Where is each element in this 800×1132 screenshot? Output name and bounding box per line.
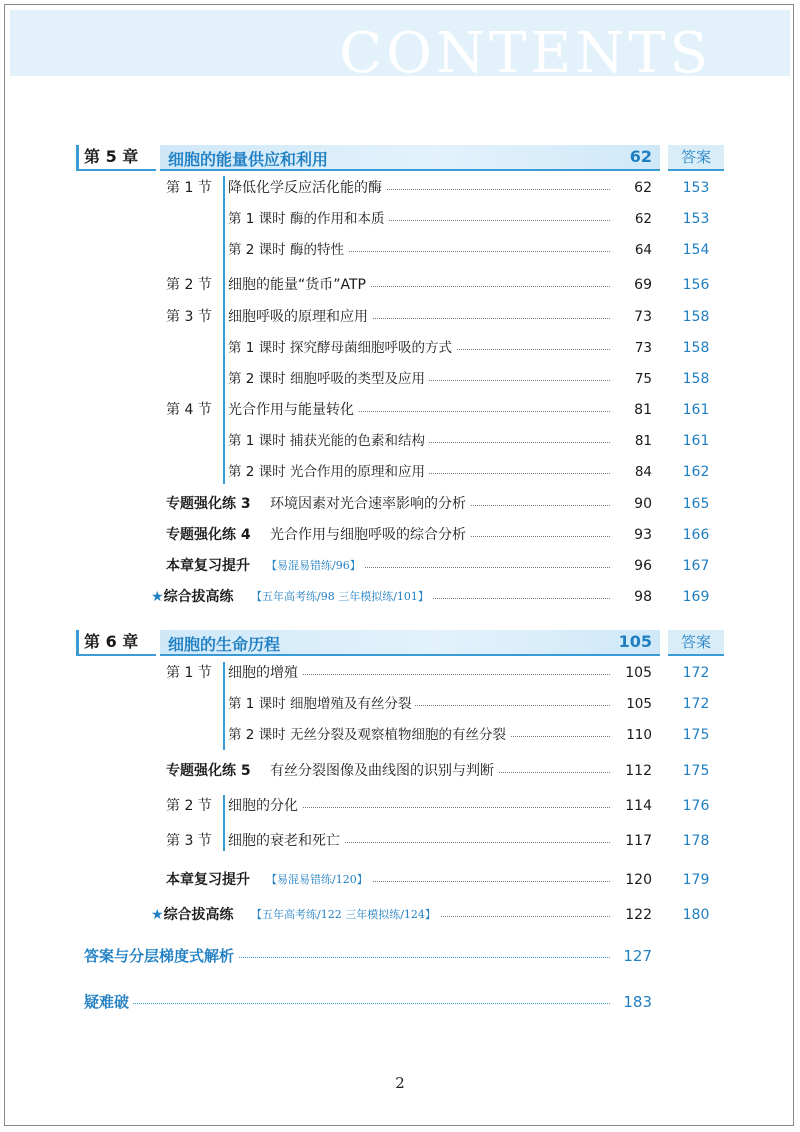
page-number: 120 xyxy=(625,872,652,888)
answer-page[interactable]: 178 xyxy=(682,833,710,849)
answer-page[interactable]: 161 xyxy=(682,433,710,449)
banner-title: CONTENTS xyxy=(339,21,712,76)
section-title: 细胞的增殖 xyxy=(228,663,302,683)
toc-entry[interactable] xyxy=(228,369,656,389)
section-label: 第 3 节 xyxy=(166,833,212,849)
answer-page[interactable]: 158 xyxy=(682,371,710,387)
toc-entry[interactable] xyxy=(166,831,656,851)
toc-entry[interactable] xyxy=(166,663,656,683)
chapter-title-bar xyxy=(160,145,660,171)
toc-entry[interactable] xyxy=(166,525,656,545)
answer-page[interactable]: 175 xyxy=(682,763,710,779)
review-note: 【易混易错练/96】 xyxy=(266,556,365,576)
answer-page[interactable]: 166 xyxy=(682,527,710,543)
answer-page[interactable]: 172 xyxy=(682,665,710,681)
section-label: 第 3 节 xyxy=(166,309,212,325)
answer-page[interactable]: 161 xyxy=(682,402,710,418)
comprehensive-label: ★综合拔高练 xyxy=(151,907,234,923)
chapter-label: 第 6 章 xyxy=(76,630,156,656)
practice-label: 专题强化练 4 xyxy=(166,527,251,543)
answer-page[interactable]: 153 xyxy=(682,211,710,227)
review-label: 本章复习提升 xyxy=(166,872,250,888)
chapter-page: 62 xyxy=(629,147,652,166)
appendix-title: 疑难破 xyxy=(84,992,133,1012)
page-number: 81 xyxy=(634,433,652,449)
review-note: 【易混易错练/120】 xyxy=(266,870,372,890)
answer-page[interactable]: 154 xyxy=(682,242,710,258)
page-number: 127 xyxy=(623,947,652,965)
leader-dots xyxy=(88,1003,610,1004)
toc-entry[interactable] xyxy=(228,431,656,451)
chapter-title: 细胞的能量供应和利用 xyxy=(168,150,329,169)
answer-page[interactable]: 176 xyxy=(682,798,710,814)
answer-page[interactable]: 175 xyxy=(682,727,710,743)
appendix-entry-answers[interactable] xyxy=(84,946,656,966)
lesson-title: 第 2 课时 酶的特性 xyxy=(228,240,348,260)
toc-entry[interactable] xyxy=(228,338,656,358)
page-number: 62 xyxy=(634,180,652,196)
lesson-title: 第 1 课时 捕获光能的色素和结构 xyxy=(228,431,429,451)
section-title: 细胞的分化 xyxy=(228,796,302,816)
page-number: 73 xyxy=(634,340,652,356)
lesson-title: 第 1 课时 探究酵母菌细胞呼吸的方式 xyxy=(228,338,456,358)
answer-column-header: 答案 xyxy=(668,630,724,656)
lesson-title: 第 1 课时 酶的作用和本质 xyxy=(228,209,388,229)
toc-entry[interactable] xyxy=(228,240,656,260)
answer-page[interactable]: 158 xyxy=(682,309,710,325)
answer-page[interactable]: 179 xyxy=(682,872,710,888)
practice-title: 环境因素对光合速率影响的分析 xyxy=(270,494,470,514)
page-number: 105 xyxy=(626,696,652,712)
toc-entry[interactable] xyxy=(228,462,656,482)
page-number: 73 xyxy=(634,309,652,325)
toc-entry[interactable] xyxy=(151,587,656,607)
section-title: 降低化学反应活化能的酶 xyxy=(228,178,386,198)
practice-title: 光合作用与细胞呼吸的综合分析 xyxy=(270,525,470,545)
page-number: 114 xyxy=(625,798,652,814)
answer-page[interactable]: 156 xyxy=(682,277,710,293)
page-number: 117 xyxy=(625,833,652,849)
answer-page[interactable]: 167 xyxy=(682,558,710,574)
toc-entry[interactable] xyxy=(166,870,656,890)
answer-page[interactable]: 158 xyxy=(682,340,710,356)
answer-page[interactable]: 180 xyxy=(682,907,710,923)
practice-label: 专题强化练 5 xyxy=(166,763,251,779)
comprehensive-note: 【五年高考练/122 三年模拟练/124】 xyxy=(251,905,440,925)
page-number: 105 xyxy=(625,665,652,681)
toc-entry[interactable] xyxy=(228,209,656,229)
appendix-entry-difficulties[interactable] xyxy=(84,992,656,1012)
star-icon: ★ xyxy=(151,589,164,605)
section-title: 细胞呼吸的原理和应用 xyxy=(228,307,372,327)
answer-page[interactable]: 162 xyxy=(682,464,710,480)
answer-page[interactable]: 169 xyxy=(682,589,710,605)
section-divider xyxy=(223,176,225,484)
lesson-title: 第 2 课时 无丝分裂及观察植物细胞的有丝分裂 xyxy=(228,725,510,745)
page-number: 112 xyxy=(625,763,652,779)
star-icon: ★ xyxy=(151,907,164,923)
toc-entry[interactable] xyxy=(228,725,656,745)
answer-page[interactable]: 172 xyxy=(682,696,710,712)
page-number: 122 xyxy=(625,907,652,923)
chapter-title: 细胞的生命历程 xyxy=(168,635,281,654)
lesson-title: 第 2 课时 光合作用的原理和应用 xyxy=(228,462,429,482)
page-number: 81 xyxy=(634,402,652,418)
toc-entry[interactable] xyxy=(166,796,656,816)
answer-page[interactable]: 165 xyxy=(682,496,710,512)
section-label: 第 1 节 xyxy=(166,180,212,196)
section-title: 细胞的能量“货币”ATP xyxy=(228,275,370,295)
practice-label: 专题强化练 3 xyxy=(166,496,251,512)
page-number: 64 xyxy=(634,242,652,258)
comprehensive-label: ★综合拔高练 xyxy=(151,589,234,605)
page-number: 183 xyxy=(623,993,652,1011)
page-number: 110 xyxy=(626,727,652,743)
section-title: 细胞的衰老和死亡 xyxy=(228,831,344,851)
review-label: 本章复习提升 xyxy=(166,558,250,574)
section-title: 光合作用与能量转化 xyxy=(228,400,358,420)
toc-entry[interactable] xyxy=(151,905,656,925)
answer-column-header: 答案 xyxy=(668,145,724,171)
page-number-footer: 2 xyxy=(395,1074,405,1092)
toc-entry[interactable] xyxy=(166,400,656,420)
chapter-title-bar xyxy=(160,630,660,656)
section-label: 第 1 节 xyxy=(166,665,212,681)
section-label: 第 4 节 xyxy=(166,402,212,418)
comprehensive-note: 【五年高考练/98 三年模拟练/101】 xyxy=(251,587,433,607)
lesson-title: 第 2 课时 细胞呼吸的类型及应用 xyxy=(228,369,429,389)
contents-banner xyxy=(10,10,790,76)
page-number: 93 xyxy=(634,527,652,543)
page-number: 90 xyxy=(634,496,652,512)
page-number: 62 xyxy=(634,211,652,227)
toc-entry[interactable] xyxy=(166,494,656,514)
page-number: 69 xyxy=(634,277,652,293)
toc-entry[interactable] xyxy=(166,307,656,327)
chapter-page: 105 xyxy=(618,632,652,651)
page-number: 84 xyxy=(634,464,652,480)
chapter-5-header[interactable] xyxy=(76,145,660,171)
toc-entry[interactable] xyxy=(228,694,656,714)
page-number: 98 xyxy=(634,589,652,605)
section-label: 第 2 节 xyxy=(166,798,212,814)
practice-title: 有丝分裂图像及曲线图的识别与判断 xyxy=(270,761,498,781)
toc-entry[interactable] xyxy=(166,275,656,295)
appendix-title: 答案与分层梯度式解析 xyxy=(84,946,238,966)
page-number: 75 xyxy=(634,371,652,387)
toc-entry[interactable] xyxy=(166,556,656,576)
page-number: 96 xyxy=(634,558,652,574)
chapter-label: 第 5 章 xyxy=(76,145,156,171)
chapter-6-header[interactable] xyxy=(76,630,660,656)
answer-page[interactable]: 153 xyxy=(682,180,710,196)
toc-entry[interactable] xyxy=(166,178,656,198)
toc-entry[interactable] xyxy=(166,761,656,781)
section-label: 第 2 节 xyxy=(166,277,212,293)
lesson-title: 第 1 课时 细胞增殖及有丝分裂 xyxy=(228,694,415,714)
